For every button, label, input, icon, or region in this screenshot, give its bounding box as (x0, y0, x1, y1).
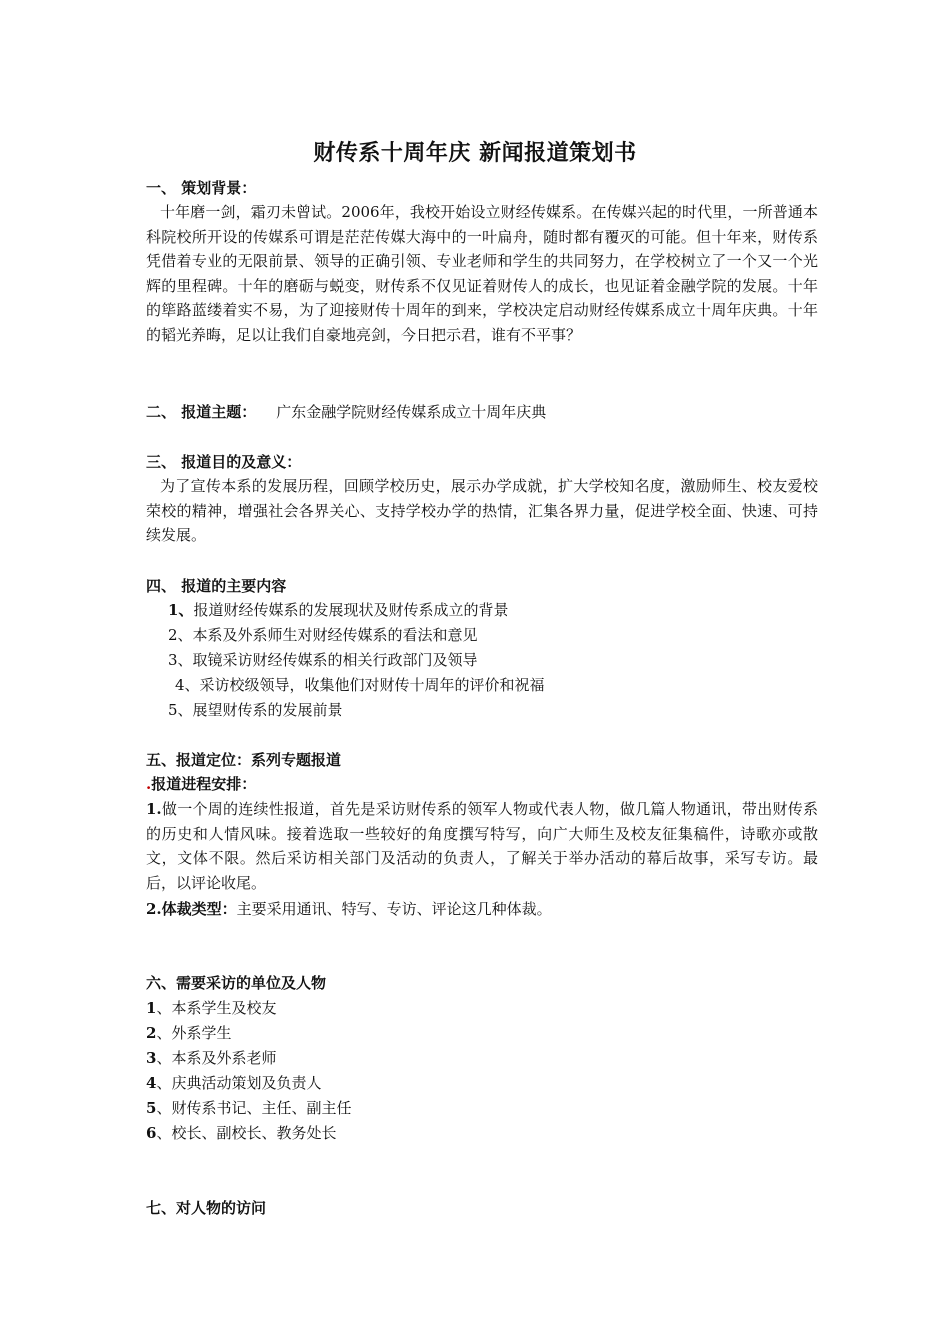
list-item-number: 5 (146, 1099, 157, 1117)
list-item-text: 、外系学生 (156, 1024, 232, 1042)
section-3-body: 为了宣传本系的发展历程，回顾学校历史，展示办学成就，扩大学校知名度，激励师生、校友爱校荣校的精神，增强社会各界关心、支持学校办学的热情，汇集各界力量，促进学校全面、快速、可持续发展。 (146, 477, 818, 545)
section-1-body: 十年磨一剑，霜刃未曾试。2006年，我校开始设立财经传媒系。在传媒兴起的时代里，一所普通本科院校所开设的传媒系可谓是茫茫传媒大海中的一叶扁舟，随时都有覆灭的可能。但十年来，财传系凭借着专业的无限前景、领导的正确引领、专业老师和学生的共同努力，在学校树立了一个又一个光辉的里程碑。十年的磨砺与蜕变，财传系不仅见证着财传人的成长，也见证着金融学院的发展。十年的筚路蓝缕着实不易，为了迎接财传十周年的到来，学校决定启动财经传媒系成立十周年庆典。十年的韬光养晦，足以让我们自豪地亮剑，今日把示君，谁有不平事？ (146, 203, 818, 344)
section-2-value: 广东金融学院财经传媒系成立十周年庆典 (276, 403, 547, 421)
list-item-text: 取镜采访财经传媒系的相关行政部门及领导 (192, 651, 478, 669)
list-item (146, 996, 276, 1021)
list-item-number: 5、 (168, 701, 193, 719)
list-item (168, 623, 478, 648)
paragraph-1-text: 做一个周的连续性报道，首先是采访财传系的领军人物或代表人物，做几篇人物通讯，带出财传系的历史和人情风味。接着选取一些较好的角度撰写特写，向广大师生及校友征集稿件，诗歌亦或散文，文体不限。然后采访相关部门及活动的负责人，了解关于举办活动的幕后故事，采写专访。最后，以评论收尾。 (146, 800, 818, 892)
list-item-text: 、财传系书记、主任、副主任 (156, 1099, 352, 1117)
list-item-number: 3 (146, 1049, 157, 1067)
paragraph-2-text: 主要采用通讯、特写、专访、评论这几种体裁。 (236, 900, 552, 918)
list-item (168, 648, 478, 673)
list-item-text: 、本系学生及校友 (156, 999, 277, 1017)
section-3-heading: 三、 报道目的及意义： (146, 453, 302, 471)
section-1-heading: 一、 策划背景： (146, 179, 257, 197)
section-2-line (146, 400, 546, 425)
section-7-heading: 七、对人物的访问 (146, 1199, 267, 1217)
document-title: 财传系十周年庆 新闻报道策划书 (313, 140, 637, 166)
list-item (146, 1121, 336, 1146)
section-5-paragraph-1 (146, 797, 818, 895)
list-item (146, 1021, 231, 1046)
section-6-heading: 六、需要采访的单位及人物 (146, 974, 327, 992)
list-item (146, 1096, 351, 1121)
list-item-number: 4 (146, 1074, 157, 1092)
list-item-text: 、校长、副校长、教务处长 (156, 1124, 337, 1142)
paragraph-1-label: 1. (146, 800, 162, 818)
list-item (146, 1071, 321, 1096)
red-dot-marker: . (146, 775, 152, 793)
list-item-text: 报道财经传媒系的发展现状及财传系成立的背景 (193, 601, 509, 619)
paragraph-2-label: 2.体裁类型： (146, 900, 237, 918)
list-item-number: 2 (146, 1024, 157, 1042)
list-item-number: 1、 (168, 601, 194, 619)
list-item-text: 、本系及外系老师 (156, 1049, 277, 1067)
list-item-number: 4、 (175, 676, 200, 694)
list-item-text: 展望财传系的发展前景 (192, 701, 343, 719)
section-5-sub (146, 772, 256, 797)
section-5-paragraph-2 (146, 897, 552, 922)
list-item (168, 598, 508, 623)
list-item (146, 1046, 276, 1071)
list-item-text: 、庆典活动策划及负责人 (156, 1074, 322, 1092)
list-item-number: 1 (146, 999, 157, 1017)
list-item-text: 本系及外系师生对财经传媒系的看法和意见 (192, 626, 478, 644)
list-item-number: 2、 (168, 626, 193, 644)
section-5-sub-label: 报道进程安排： (151, 775, 257, 793)
list-item-text: 采访校级领导，收集他们对财传十周年的评价和祝福 (199, 676, 545, 694)
list-item (168, 698, 343, 723)
section-2-heading: 二、 报道主题： (146, 403, 257, 421)
list-item-number: 6 (146, 1124, 157, 1142)
section-4-heading: 四、 报道的主要内容 (146, 577, 287, 595)
section-5-heading: 五、报道定位：系列专题报道 (146, 751, 342, 769)
list-item-number: 3、 (168, 651, 193, 669)
list-item (175, 673, 545, 698)
